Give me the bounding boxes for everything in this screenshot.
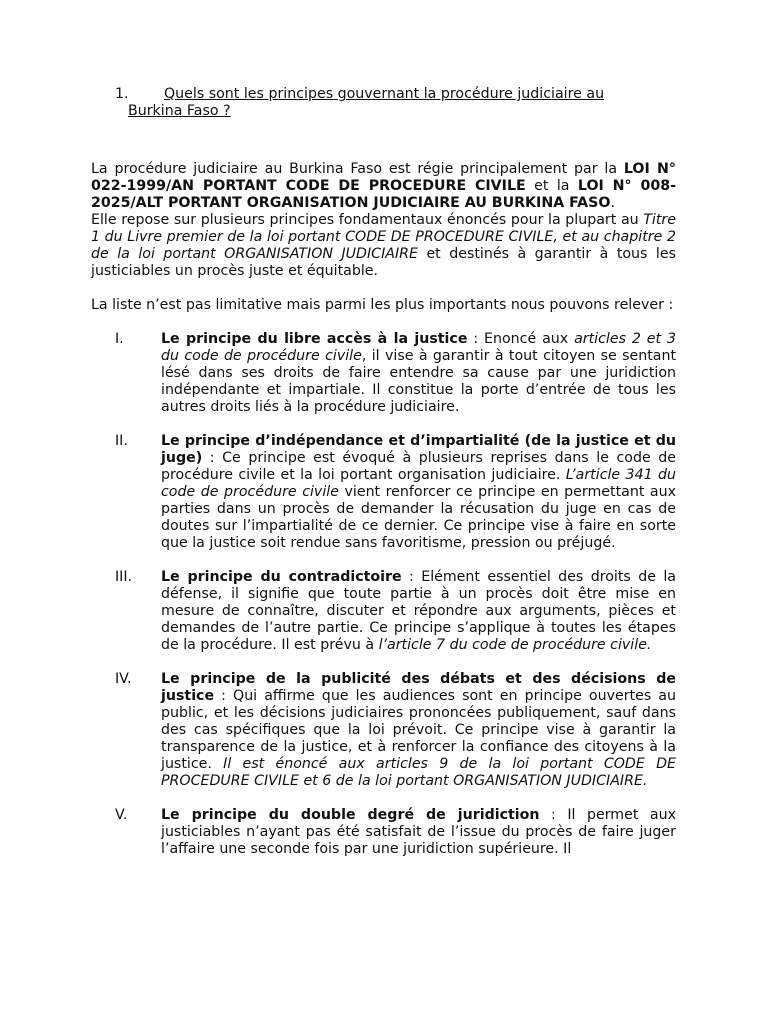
principle-title: Le principe du libre accès à la justice [161, 331, 468, 347]
list-item-body [161, 569, 676, 654]
principle-text: : Elément essentiel des droits de la défense, il signifie que toute partie à un procès doit être mise en mesure de connaître, discuter et répondre aux arguments, pièces et demandes de l’autre partie. Ce principe s’applique à toutes les étapes de la procédure. Il est prévu à [161, 569, 676, 653]
list-item-body [161, 671, 676, 790]
list-item [91, 807, 676, 858]
question-text [128, 86, 676, 120]
principle-text: : Enoncé aux [467, 331, 575, 347]
list-item [91, 671, 676, 790]
principle-reference: articles 2 et 3 du code de procédure civile [161, 331, 676, 364]
list-numeral: I. [115, 331, 124, 347]
principle-text: vient renforcer ce principe en permettant aux parties dans un procès de demander la récusation du juge en cas de doutes sur l’impartialité de ce dernier. Ce principe vise à faire en sorte que la justice soit rendue sans favoritisme, pression ou préjugé. [161, 484, 677, 551]
principle-reference: l’article 7 du code de procédure civile. [378, 637, 652, 653]
principle-text: : Qui affirme que les audiences sont en principe ouvertes au public, et les décisions judiciaires prononcées publiquement, sauf dans des cas spécifiques que la loi prévoit. Ce principe vise à garantir la transparence de la justice, et à renforcer la confiance des citoyens à la justice. [161, 688, 676, 772]
question-text-line1: Quels sont les principes gouvernant la procédure judiciaire au [164, 86, 605, 102]
list-numeral: V. [115, 807, 128, 823]
principles-list [91, 331, 676, 858]
principle-reference: Il est énoncé aux articles 9 de la loi portant CODE DE PROCEDURE CIVILE et 6 de la loi portant ORGANISATION JUDICIAIRE. [161, 756, 676, 789]
intro-text: et la [525, 178, 578, 194]
question-heading [91, 86, 676, 120]
intro-text: Elle repose sur plusieurs principes fondamentaux énoncés pour la plupart au [91, 212, 644, 228]
principle-title: Le principe du contradictoire [161, 569, 402, 585]
principle-reference: L’article 341 du code de procédure civile [161, 467, 677, 500]
list-numeral: III. [115, 569, 133, 585]
lead-in-paragraph: La liste n’est pas limitative mais parmi les plus importants nous pouvons relever : [91, 297, 674, 313]
document-page [91, 86, 676, 875]
list-item-body [161, 433, 676, 552]
intro-law-2: LOI N° 008-2025/ALT PORTANT ORGANISATION JUDICIAIRE AU BURKINA FASO [91, 178, 676, 211]
principle-title: Le principe d’indépendance et d’impartialité (de la justice et du juge) [161, 433, 676, 466]
list-item-body [161, 331, 676, 416]
intro-text: . [610, 195, 615, 211]
list-item-body [161, 807, 676, 858]
list-numeral: IV. [115, 671, 132, 687]
principle-title: Le principe du double degré de juridiction [161, 807, 540, 823]
question-text-line2: Burkina Faso ? [128, 103, 231, 119]
intro-law-1: LOI N° 022-1999/AN PORTANT CODE DE PROCEDURE CIVILE [91, 161, 676, 194]
list-item [91, 569, 676, 654]
intro-reference: Titre 1 du Livre premier de la loi portant CODE DE PROCEDURE CIVILE, et au chapitre 2 de la loi portant ORGANISATION JUDICIAIRE [91, 212, 676, 262]
list-item [91, 331, 676, 416]
principle-text: : Ce principe est évoqué à plusieurs reprises dans le code de procédure civile et la loi portant organisation judiciaire. [161, 450, 676, 483]
list-item [91, 433, 676, 552]
question-number: 1. [115, 86, 129, 102]
principle-text: , il vise à garantir à tout citoyen se sentant lésé dans ses droits de faire entendre sa cause par une juridiction indépendante et impartiale. Il constitue la porte d’entrée de tous les autres droits liés à la procédure judiciaire. [161, 348, 677, 415]
intro-paragraph-2 [91, 212, 676, 280]
principle-title: Le principe de la publicité des débats et des décisions de justice [161, 671, 676, 704]
intro-text: La procédure judiciaire au Burkina Faso est régie principalement par la [91, 161, 624, 177]
intro-text: et destinés à garantir à tous les justiciables un procès juste et équitable. [91, 246, 676, 279]
list-numeral: II. [115, 433, 128, 449]
principle-text: : Il permet aux justiciables n’ayant pas été satisfait de l’issue du procès de faire juger l’affaire une seconde fois par une juridiction supérieure. Il [161, 807, 676, 857]
intro-paragraph [91, 161, 676, 212]
